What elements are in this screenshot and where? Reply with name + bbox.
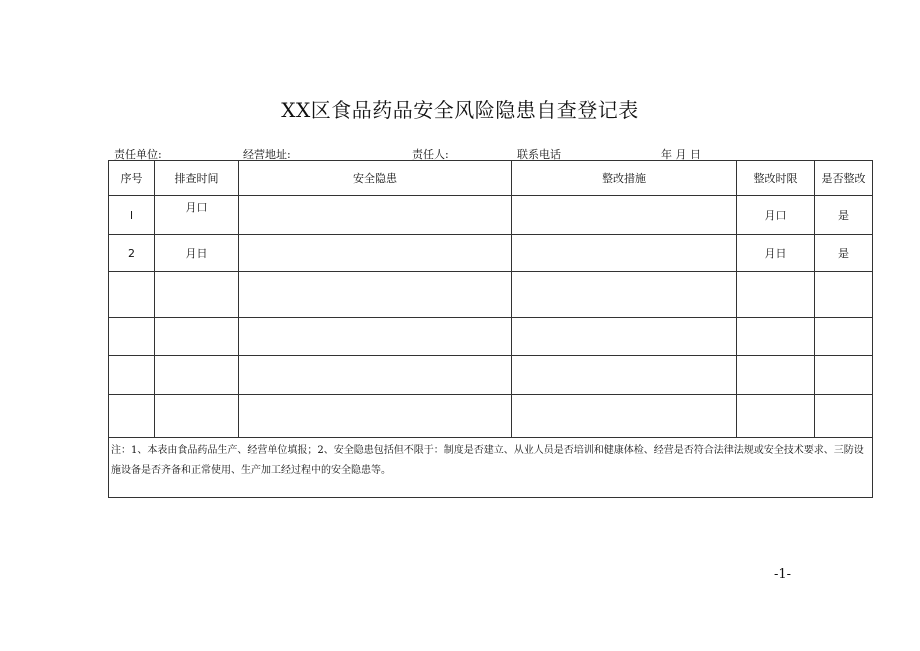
cell-measure — [512, 356, 737, 395]
table-row — [109, 196, 873, 235]
cell-time-text: 月口 — [185, 201, 208, 214]
cell-hazard — [239, 356, 512, 395]
cell-done: 是 — [815, 235, 873, 272]
cell-measure — [512, 272, 737, 318]
responsible-unit-label: 责任单位: — [114, 148, 162, 161]
cell-measure — [512, 196, 737, 235]
table-row — [109, 272, 873, 318]
table-row — [109, 356, 873, 395]
cell-measure — [512, 395, 737, 438]
cell-time — [155, 318, 239, 356]
cell-seq — [109, 356, 155, 395]
cell-seq — [109, 395, 155, 438]
cell-deadline — [737, 356, 815, 395]
cell-time: 月日 — [155, 235, 239, 272]
header-done: 是否整改 — [815, 161, 873, 196]
cell-done — [815, 395, 873, 438]
cell-seq: l — [109, 196, 155, 235]
cell-done — [815, 318, 873, 356]
table-row — [109, 235, 873, 272]
header-deadline: 整改时限 — [737, 161, 815, 196]
cell-measure — [512, 318, 737, 356]
cell-hazard — [239, 395, 512, 438]
contact-phone-label: 联系电话 — [517, 148, 561, 161]
cell-done: 是 — [815, 196, 873, 235]
business-address-label: 经营地址: — [243, 148, 291, 161]
cell-deadline — [737, 395, 815, 438]
cell-hazard — [239, 196, 512, 235]
header-time: 排查时间 — [155, 161, 239, 196]
responsible-person-label: 责任人: — [412, 148, 449, 161]
header-seq: 序号 — [109, 161, 155, 196]
cell-deadline — [737, 272, 815, 318]
cell-done — [815, 272, 873, 318]
cell-seq — [109, 318, 155, 356]
cell-time — [155, 272, 239, 318]
header-measure: 整改措施 — [512, 161, 737, 196]
table-note-row — [109, 438, 873, 498]
cell-seq: 2 — [109, 235, 155, 272]
cell-deadline: 月日 — [737, 235, 815, 272]
cell-measure — [512, 235, 737, 272]
page-number: -1- — [774, 567, 792, 582]
table-note: 注：1、本表由食品药品生产、经营单位填报；2、安全隐患包括但不限于：制度是否建立、从业人员是否培训和健康体检、经营是否符合法律法规或安全技术要求、三防设施设备是否齐备和正常使用、生产加工经过程中的安全隐患等。 — [109, 438, 873, 498]
cell-hazard — [239, 272, 512, 318]
cell-time — [155, 356, 239, 395]
table-row — [109, 318, 873, 356]
date-label: 年 月 日 — [661, 148, 701, 161]
self-inspection-table — [108, 160, 873, 498]
cell-done — [815, 356, 873, 395]
table-header-row — [109, 161, 873, 196]
cell-time — [155, 196, 239, 235]
header-hazard: 安全隐患 — [239, 161, 512, 196]
cell-deadline: 月口 — [737, 196, 815, 235]
cell-hazard — [239, 235, 512, 272]
cell-deadline — [737, 318, 815, 356]
cell-seq — [109, 272, 155, 318]
table-row — [109, 395, 873, 438]
cell-time — [155, 395, 239, 438]
page-title: XX区食品药品安全风险隐患自查登记表 — [281, 98, 639, 122]
cell-hazard — [239, 318, 512, 356]
